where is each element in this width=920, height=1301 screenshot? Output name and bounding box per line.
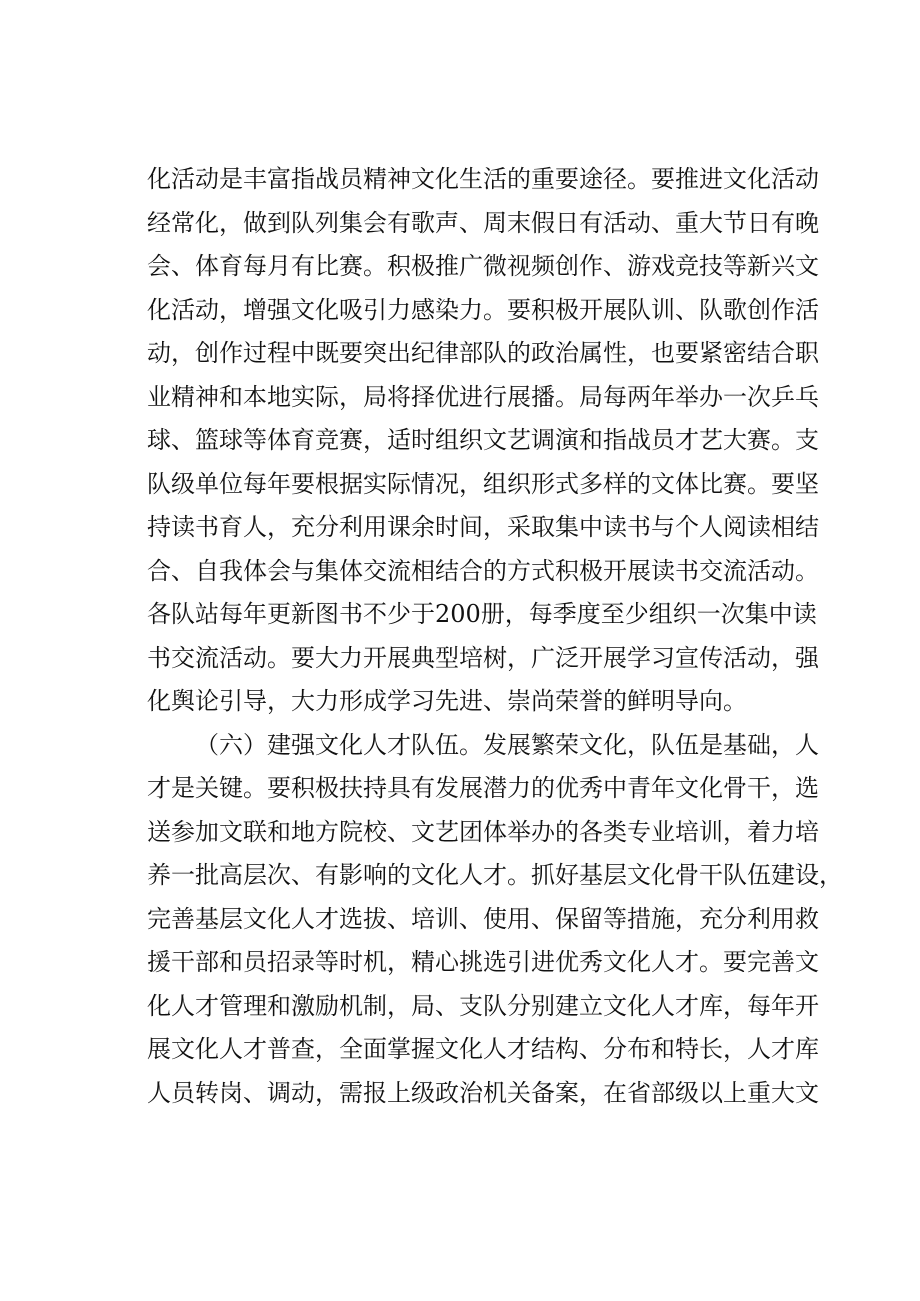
text-line: 送参加文联和地方院校、文艺团体举办的各类专业培训，着力培: [147, 817, 819, 846]
text-line: 展文化人才普查，全面掌握文化人才结构、分布和特长，人才库: [147, 1035, 819, 1063]
text-line: 化活动是丰富指战员精神文化生活的重要途径。要推进文化活动: [147, 165, 819, 193]
text-line: 各队站每年更新图书不少于200册，每季度至少组织一次集中读: [147, 600, 817, 628]
text-line: 合、自我体会与集体交流相结合的方式积极开展读书交流活动。: [147, 556, 819, 585]
text-line: 化人才管理和激励机制，局、支队分别建立文化人才库，每年开: [147, 991, 819, 1020]
text-line: 会、体育每月有比赛。积极推广微视频创作、游戏竞技等新兴文: [147, 252, 819, 280]
text-line: 书交流活动。要大力开展典型培树，广泛开展学习宣传活动，强: [147, 643, 819, 672]
text-line: 球、篮球等体育竞赛，适时组织文艺调演和指战员才艺大赛。支: [147, 426, 819, 454]
text-line: 经常化，做到队列集会有歌声、周末假日有活动、重大节日有晚: [147, 208, 819, 237]
paragraph-end-line: 化舆论引导，大力形成学习先进、崇尚荣誉的鲜明导向。: [147, 687, 747, 715]
text-line: 队级单位每年要根据实际情况，组织形式多样的文体比赛。要坚: [147, 469, 819, 498]
body-text: [147, 158, 843, 1115]
text-line: 动，创作过程中既要突出纪律部队的政治属性，也要紧密结合职: [147, 339, 819, 367]
text-line: 人员转岗、调动，需报上级政治机关备案，在省部级以上重大文: [147, 1078, 819, 1107]
text-line: 完善基层文化人才选拔、培训、使用、保留等措施，充分利用救: [147, 904, 819, 933]
text-line: 业精神和本地实际，局将择优进行展播。局每两年举办一次乒乓: [147, 382, 819, 411]
section-heading-line: （六）建强文化人才队伍。发展繁荣文化，队伍是基础，人: [195, 730, 819, 759]
text-line: 养一批高层次、有影响的文化人才。抓好基层文化骨干队伍建设，: [147, 861, 843, 889]
text-line: 援干部和员招录等时机，精心挑选引进优秀文化人才。要完善文: [147, 948, 819, 976]
text-line: 才是关键。要积极扶持具有发展潜力的优秀中青年文化骨干，选: [147, 774, 819, 802]
text-line: 持读书育人，充分利用课余时间，采取集中读书与个人阅读相结: [147, 513, 819, 541]
text-line: 化活动，增强文化吸引力感染力。要积极开展队训、队歌创作活: [147, 295, 819, 324]
